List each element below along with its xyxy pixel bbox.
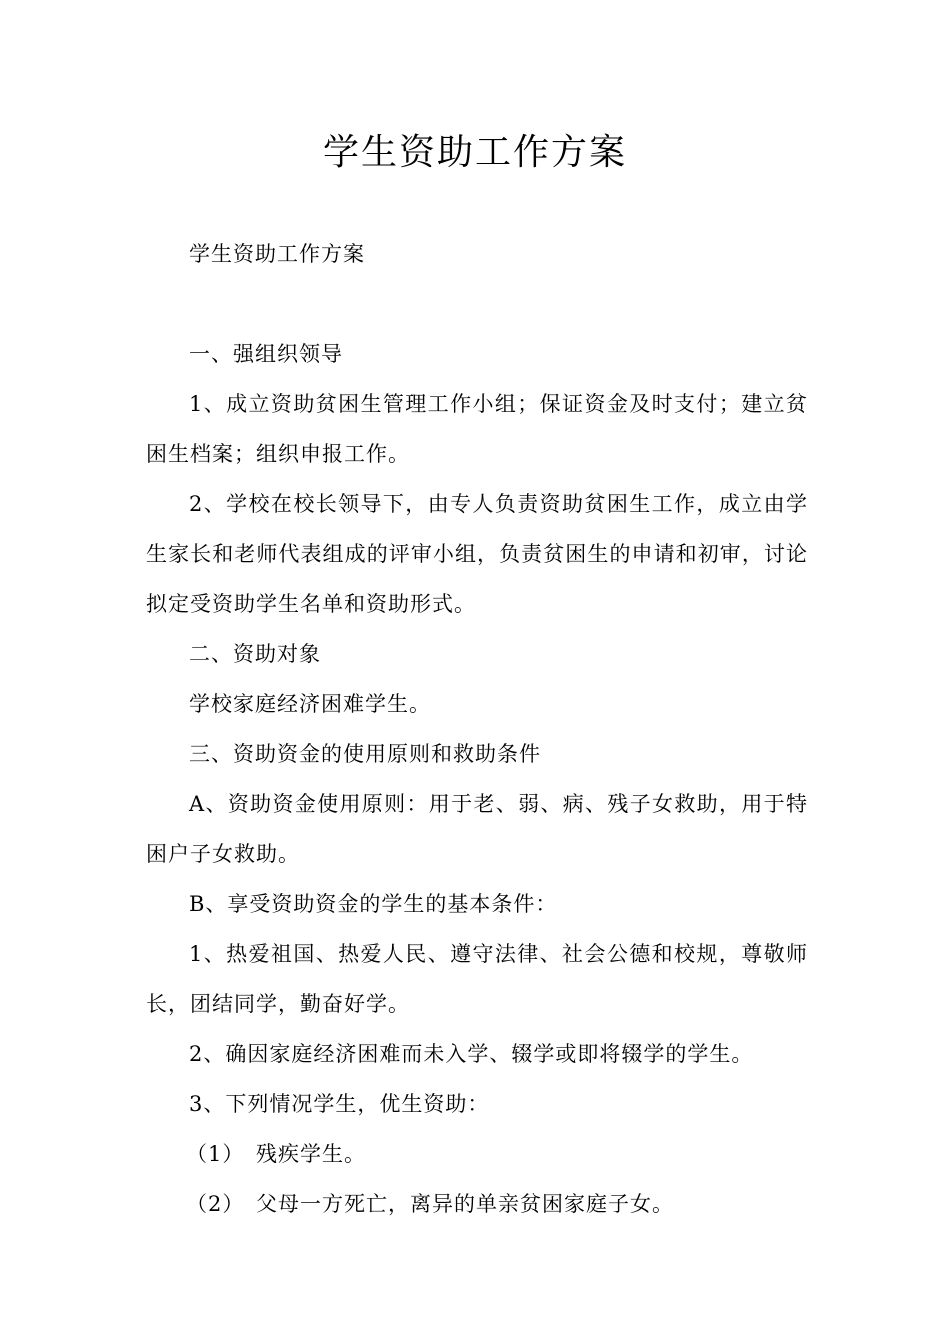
section-heading-2: 二、资助对象 xyxy=(189,642,321,666)
list-item-number: （1） xyxy=(186,1142,245,1166)
document-body xyxy=(146,229,808,1229)
blank-line xyxy=(146,279,808,329)
list-item-text: 残疾学生。 xyxy=(256,1142,366,1166)
document-title: 学生资助工作方案 xyxy=(322,132,627,173)
list-item-number: （2） xyxy=(186,1192,245,1216)
paragraph: 2、确因家庭经济困难而未入学、辍学或即将辍学的学生。 xyxy=(189,1042,754,1066)
paragraph: B、享受资助资金的学生的基本条件： xyxy=(189,892,558,916)
paragraph: 1、成立资助贫困生管理工作小组；保证资金及时支付；建立贫困生档案；组织申报工作。 xyxy=(146,392,808,466)
list-item xyxy=(146,1129,808,1179)
section-heading-1: 一、强组织领导 xyxy=(189,342,343,366)
subtitle-paragraph: 学生资助工作方案 xyxy=(189,242,365,266)
section-heading-3: 三、资助资金的使用原则和救助条件 xyxy=(189,742,541,766)
paragraph: 学校家庭经济困难学生。 xyxy=(189,692,431,716)
paragraph: A、资助资金使用原则：用于老、弱、病、残子女救助，用于特困户子女救助。 xyxy=(146,792,808,866)
list-item xyxy=(146,1179,808,1229)
paragraph: 2、学校在校长领导下，由专人负责资助贫困生工作，成立由学生家长和老师代表组成的评审小组，负责贫困生的申请和初审，讨论拟定受资助学生名单和资助形式。 xyxy=(146,492,808,616)
paragraph: 3、下列情况学生，优生资助： xyxy=(189,1092,490,1116)
list-item-text: 父母一方死亡，离异的单亲贫困家庭子女。 xyxy=(256,1192,674,1216)
paragraph: 1、热爱祖国、热爱人民、遵守法律、社会公德和校规，尊敬师长，团结同学，勤奋好学。 xyxy=(146,942,808,1016)
